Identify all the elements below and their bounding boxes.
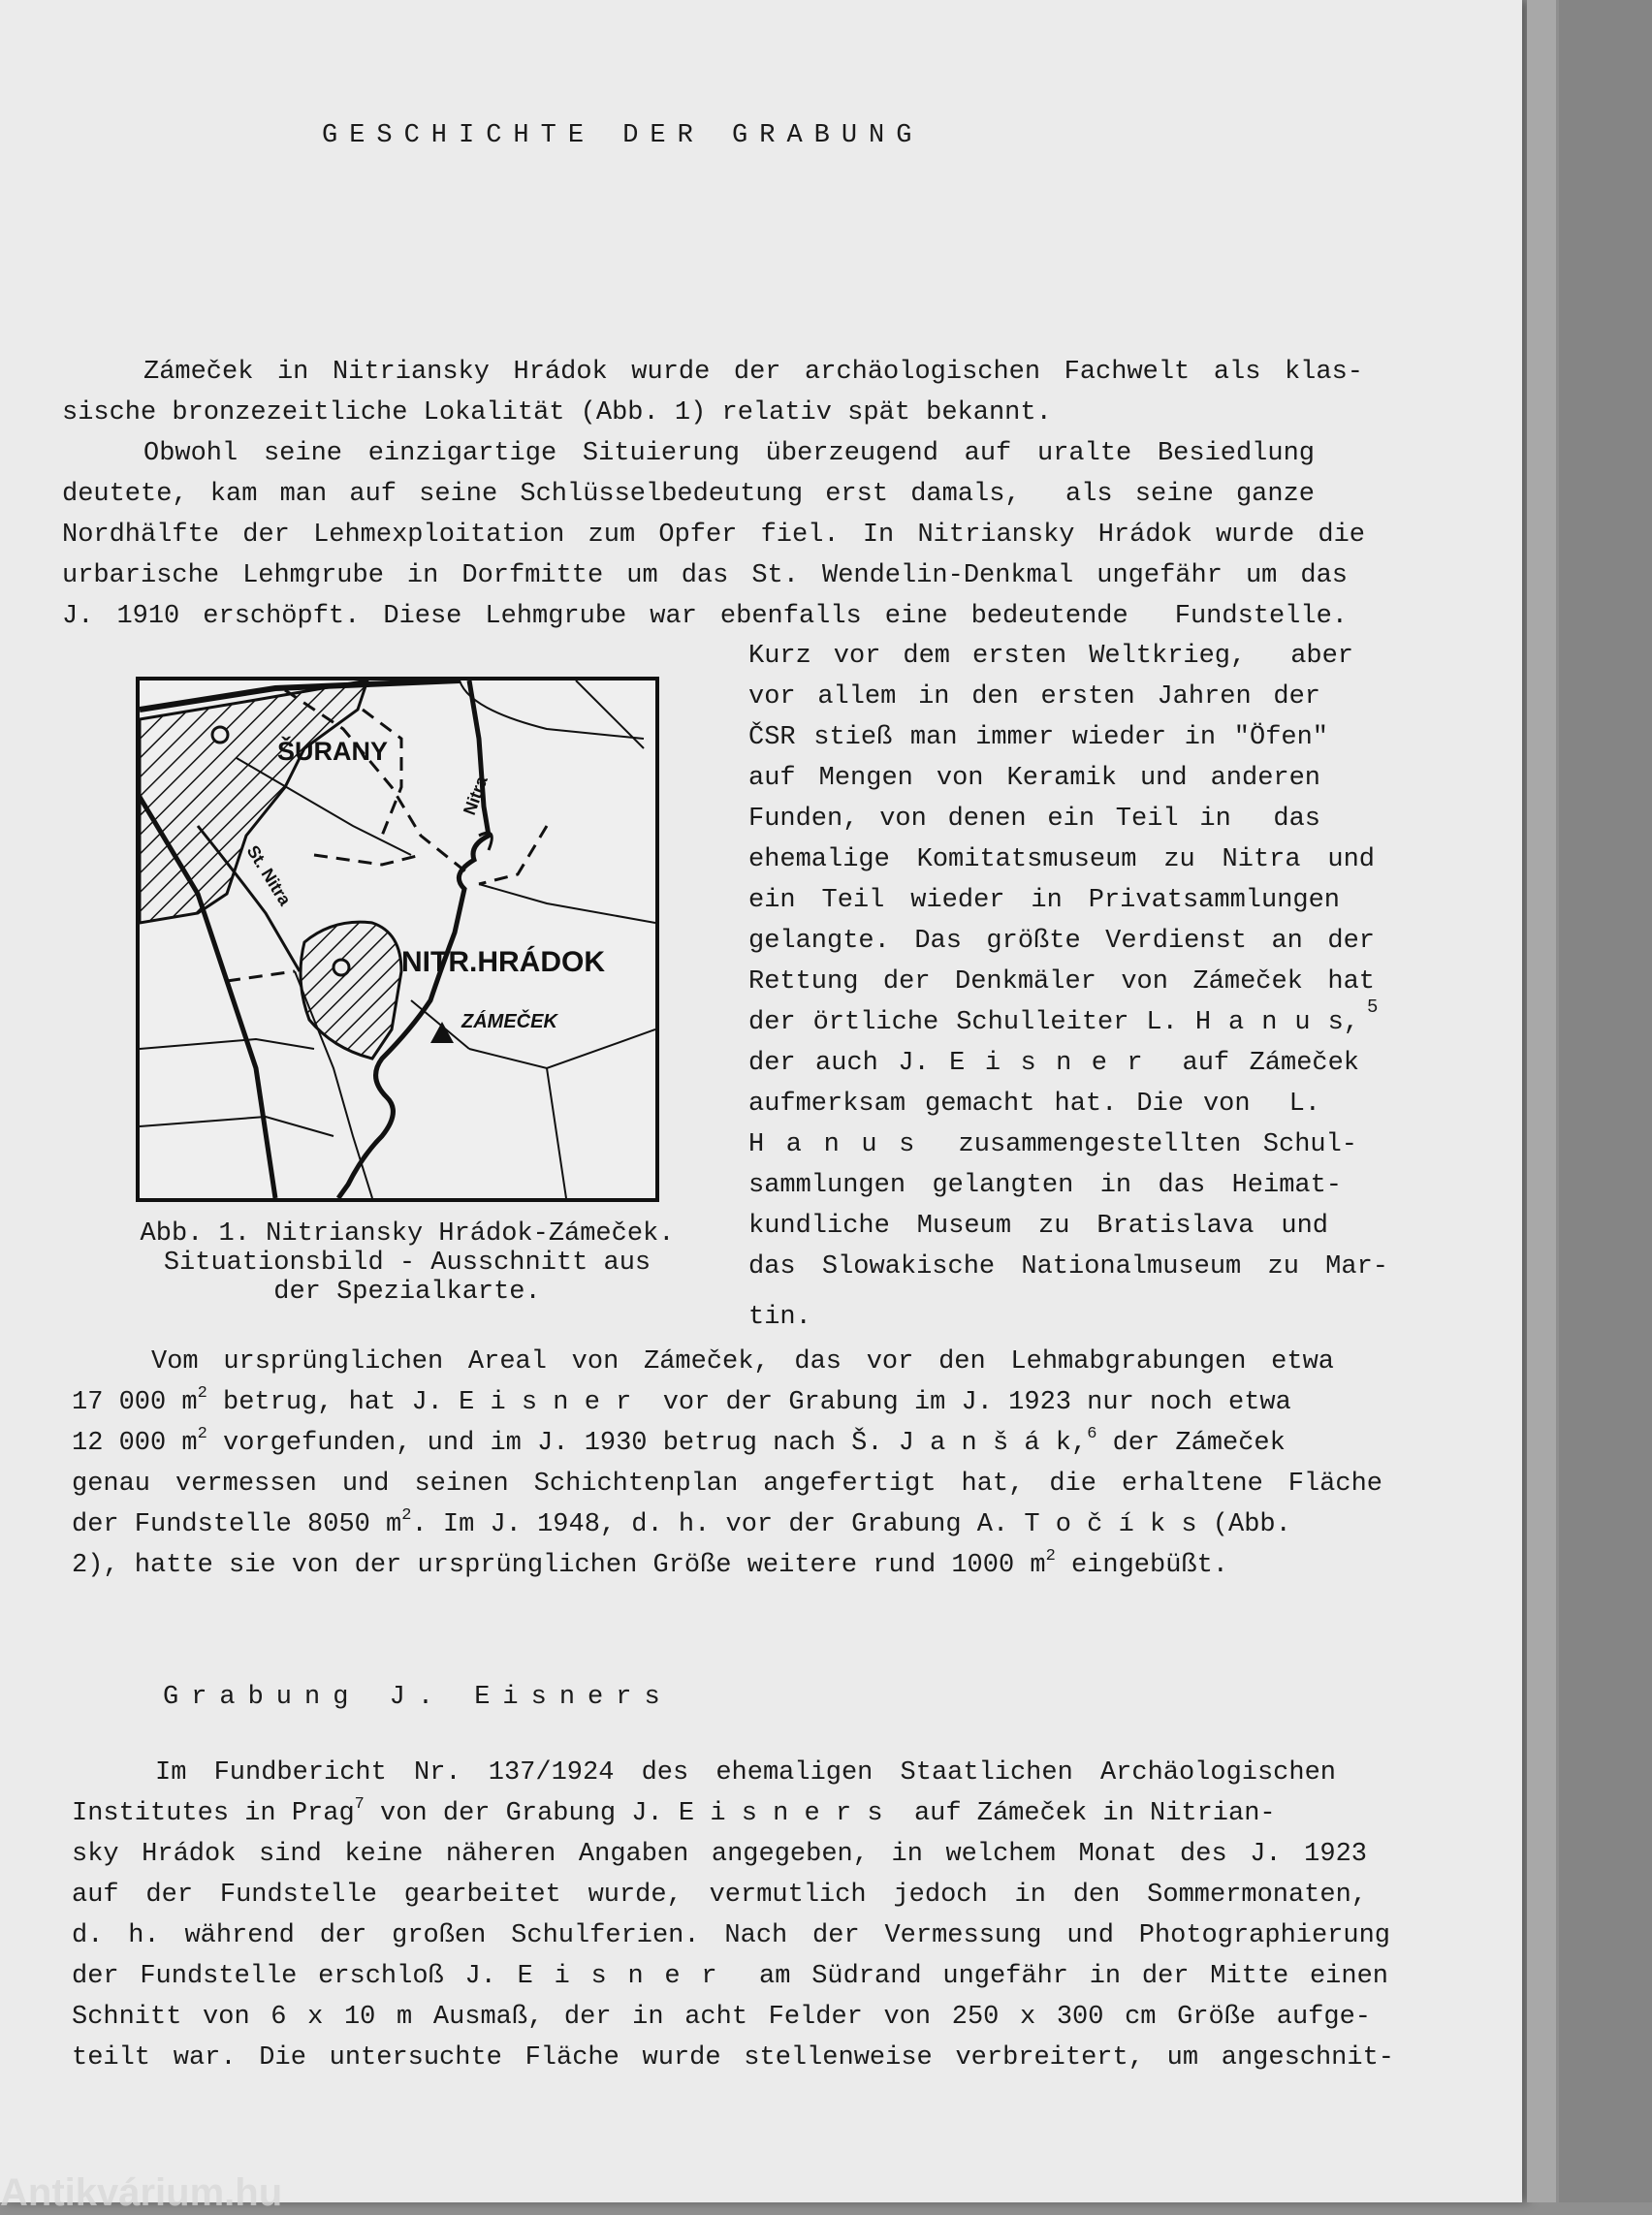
eisner-line-8: teilt war. Die untersuchte Fläche wurde stellenweise verbreitert, um angeschnit-	[72, 2043, 1394, 2073]
intro-line-7: J. 1910 erschöpft. Diese Lehmgrube war ebenfalls eine bedeutende Fundstelle.	[62, 602, 1348, 631]
footnote-marker-5: 5	[1367, 997, 1379, 1018]
column-line-11: der auch J. E i s n e r auf Zámeček	[748, 1049, 1359, 1078]
map-label-zamecek: ZÁMEČEK	[461, 1011, 557, 1032]
intro-line-1: Zámeček in Nitriansky Hrádok wurde der archäologischen Fachwelt als klas-	[143, 358, 1363, 387]
church-symbol	[334, 960, 349, 975]
intro-line-6: urbarische Lehmgrube in Dorfmitte um das St. Wendelin-Denkmal ungefähr um das	[62, 561, 1348, 590]
eisner-line-4: auf der Fundstelle gearbeitet wurde, vermutlich jedoch in den Sommermonaten,	[72, 1881, 1367, 1910]
column-line-17: tin.	[748, 1303, 811, 1332]
eisner-line-3: sky Hrádok sind keine näheren Angaben angegeben, in welchem Monat des J. 1923	[72, 1840, 1367, 1869]
column-line-8: gelangte. Das größte Verdienst an der	[748, 927, 1375, 956]
area-line-1: Vom ursprünglichen Areal von Zámeček, das vor den Lehmabgrabungen etwa	[151, 1347, 1334, 1376]
eisner-line-1: Im Fundbericht Nr. 137/1924 des ehemaligen Staatlichen Archäologischen	[155, 1758, 1336, 1788]
area-line-2: 17 000 $m^2$ betrug, hat J. E i s n e r vor der Grabung im J. 1923 nur noch etwa	[72, 1384, 1291, 1417]
watermark-text: Antikvárium.hu	[0, 2171, 283, 2214]
page-title: GESCHICHTE DER GRABUNG	[322, 121, 924, 150]
page-edge	[1527, 0, 1556, 2202]
caption-line-3: der Spezialkarte.	[273, 1278, 541, 1307]
area-line-6: 2), hatte sie von der ursprünglichen Größe weitere rund 1000 $m^2$ eingebüßt.	[72, 1547, 1229, 1580]
caption-line-1: Abb. 1. Nitriansky Hrádok-Zámeček.	[140, 1219, 675, 1249]
eisner-line-5: d. h. während der großen Schulferien. Nach der Vermessung und Photographierung	[72, 1921, 1390, 1950]
map-label-hradok: NITR.HRÁDOK	[401, 946, 605, 978]
area-line-4: genau vermessen und seinen Schichtenplan angefertigt hat, die erhaltene Fläche	[72, 1470, 1382, 1499]
column-line-6: ehemalige Komitatsmuseum zu Nitra und	[748, 845, 1375, 874]
column-line-9: Rettung der Denkmäler von Zámeček hat	[748, 967, 1375, 997]
intro-line-3: Obwohl seine einzigartige Situierung überzeugend auf uralte Besiedlung	[143, 439, 1315, 468]
column-line-7: ein Teil wieder in Privatsammlungen	[748, 886, 1340, 915]
section-subheading: Grabung J. Eisners	[163, 1683, 673, 1712]
column-line-2: vor allem in den ersten Jahren der	[748, 682, 1320, 712]
hradok-town-area	[301, 922, 401, 1059]
column-line-12: aufmerksam gemacht hat. Die von L.	[748, 1090, 1320, 1119]
column-line-10: der örtliche Schulleiter L. H a n u s,	[748, 1008, 1359, 1037]
intro-line-2: sische bronzezeitliche Lokalität (Abb. 1) relativ spät bekannt.	[62, 398, 1052, 427]
map-svg	[140, 680, 655, 1198]
eisner-line-6: der Fundstelle erschloß J. E i s n e r am Südrand ungefähr in der Mitte einen	[72, 1962, 1388, 1991]
column-line-1: Kurz vor dem ersten Weltkrieg, aber	[748, 642, 1353, 671]
background-surface	[1559, 0, 1652, 2202]
map-label-st-nitra: St. Nitra	[242, 841, 296, 909]
column-line-15: kundliche Museum zu Bratislava und	[748, 1212, 1328, 1241]
caption-line-2: Situationsbild - Ausschnitt aus	[163, 1249, 651, 1278]
map-label-surany: ŠURANY	[277, 737, 389, 766]
figure-caption	[97, 1219, 717, 1307]
eisner-line-7: Schnitt von 6 x 10 m Ausmaß, der in acht Felder von 250 x 300 cm Größe aufge-	[72, 2003, 1371, 2032]
column-line-5: Funden, von denen ein Teil in das	[748, 805, 1320, 834]
intro-line-5: Nordhälfte der Lehmexploitation zum Opfer fiel. In Nitriansky Hrádok wurde die	[62, 521, 1365, 550]
column-line-13: H a n u s zusammengestellten Schul-	[748, 1130, 1357, 1159]
column-line-4: auf Mengen von Keramik und anderen	[748, 764, 1320, 793]
column-line-16: das Slowakische Nationalmuseum zu Mar-	[748, 1252, 1388, 1282]
eisner-line-2: Institutes in Prag$^7$ von der Grabung J. E i s n e r s auf Zámeček in Nitrian-	[72, 1795, 1276, 1828]
area-line-3: 12 000 $m^2$ vorgefunden, und im J. 1930 betrug nach Š. J a n š á k,$^6$ der Zámeček	[72, 1425, 1286, 1458]
column-line-14: sammlungen gelangten in das Heimat-	[748, 1171, 1342, 1200]
surany-town-area	[140, 680, 367, 923]
church-symbol	[212, 727, 228, 743]
map-label-nitra: Nitra	[459, 773, 492, 818]
area-line-5: der Fundstelle 8050 $m^2$. Im J. 1948, d. h. vor der Grabung A. T o č í k s (Abb.	[72, 1506, 1291, 1539]
intro-line-4: deutete, kam man auf seine Schlüsselbedeutung erst damals, als seine ganze	[62, 480, 1315, 509]
map-figure	[136, 677, 659, 1202]
column-line-3: ČSR stieß man immer wieder in "Öfen"	[748, 723, 1328, 752]
